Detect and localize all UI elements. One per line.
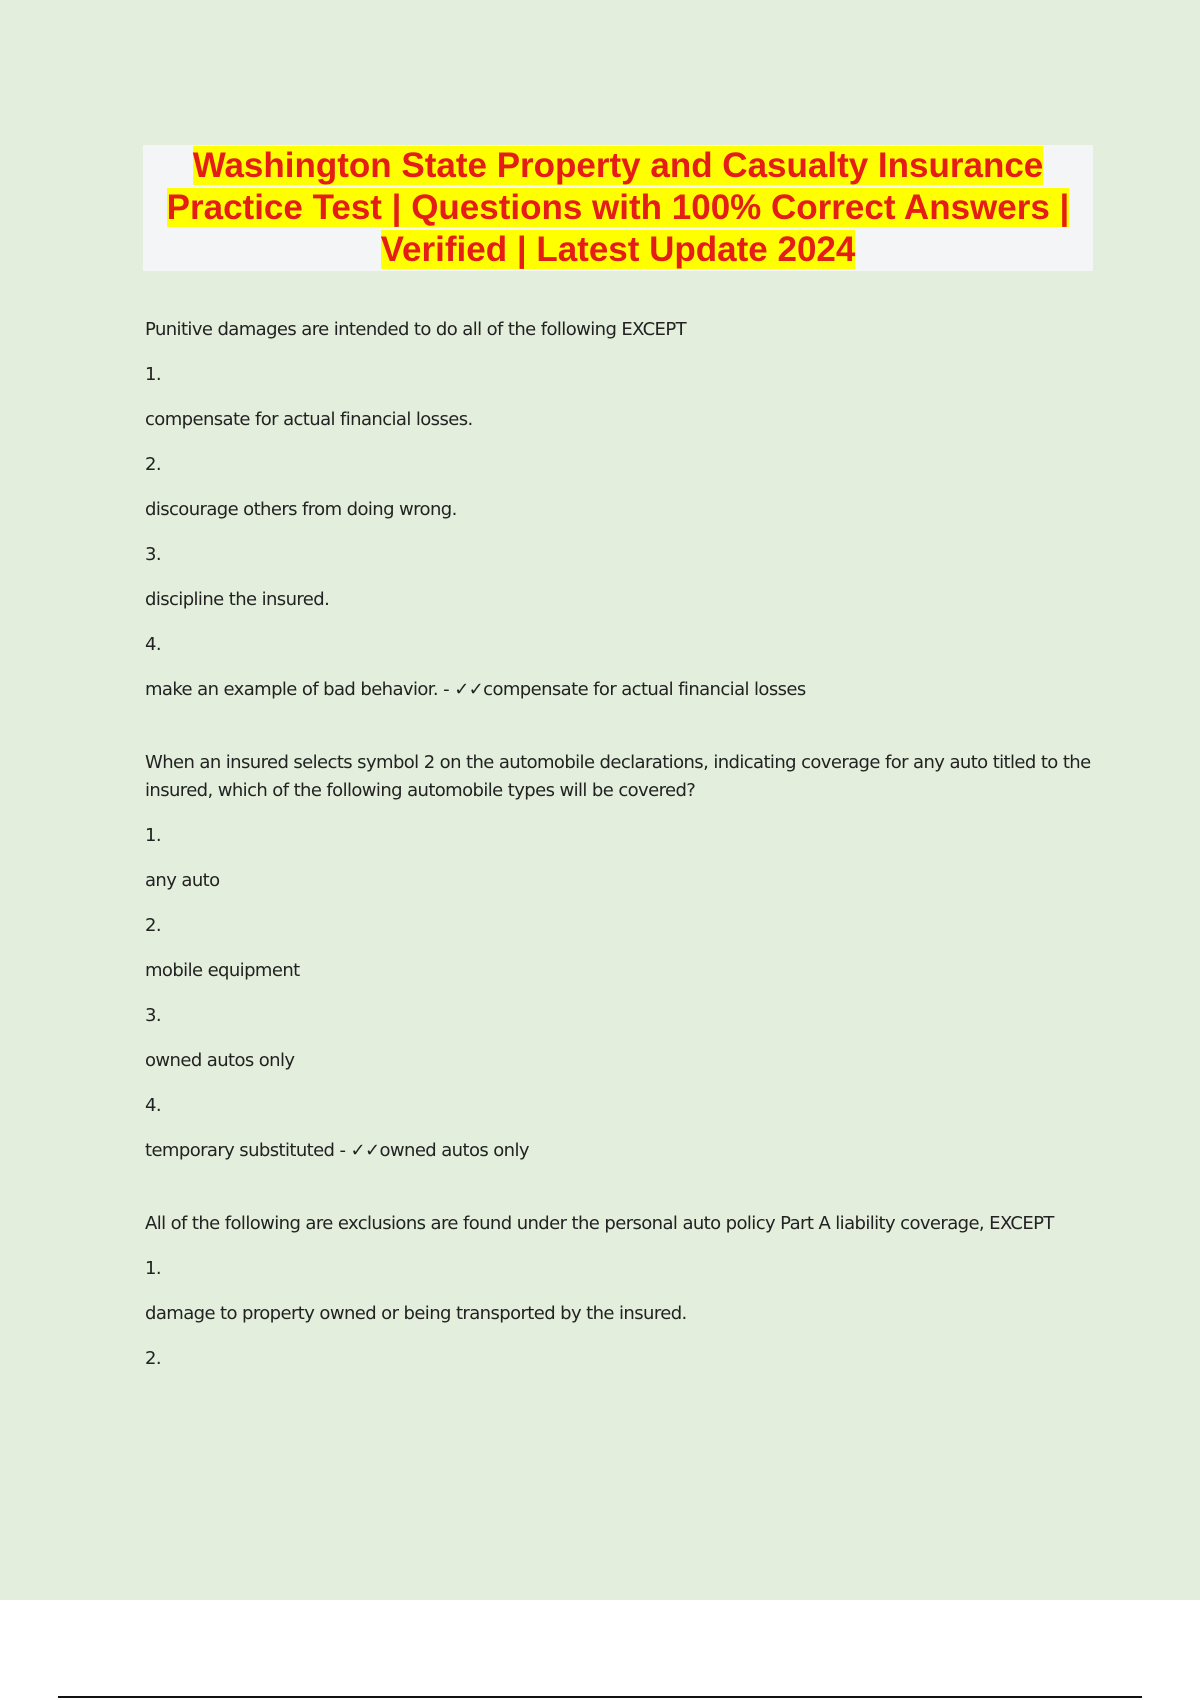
- question-block: [145, 1210, 1095, 1373]
- option-text: owned autos only: [145, 1050, 295, 1071]
- question-text: All of the following are exclusions are found under the personal auto policy Part A liability coverage, EXCEPT: [145, 1213, 1054, 1234]
- option-number: 1.: [145, 825, 161, 846]
- option-number: 4.: [145, 634, 161, 655]
- option-number: 3.: [145, 1005, 161, 1026]
- option-text: mobile equipment: [145, 960, 300, 981]
- option-number: 2.: [145, 1348, 161, 1369]
- option-number: 4.: [145, 1095, 161, 1116]
- option-text: damage to property owned or being transported by the insured.: [145, 1303, 687, 1324]
- document-title-box: [143, 145, 1093, 271]
- question-text: When an insured selects symbol 2 on the automobile declarations, indicating coverage for any auto titled to the insured, which of the following automobile types will be covered?: [145, 752, 1091, 801]
- question-block: [145, 749, 1095, 1165]
- questions-list: [145, 316, 1095, 1418]
- document-title: Washington State Property and Casualty Insurance Practice Test | Questions with 100% Correct Answers | Verified | Latest Update 2024: [166, 146, 1070, 269]
- option-number: 2.: [145, 454, 161, 475]
- option-text: discipline the insured.: [145, 589, 330, 610]
- option-number: 1.: [145, 364, 161, 385]
- option-text-with-answer: temporary substituted - ✓✓owned autos only: [145, 1140, 529, 1161]
- option-number: 3.: [145, 544, 161, 565]
- option-text: discourage others from doing wrong.: [145, 499, 457, 520]
- option-text: compensate for actual financial losses.: [145, 409, 473, 430]
- question-text: Punitive damages are intended to do all of the following EXCEPT: [145, 319, 686, 340]
- option-number: 1.: [145, 1258, 161, 1279]
- footer-divider: [58, 1696, 1142, 1698]
- question-block: [145, 316, 1095, 704]
- option-text: any auto: [145, 870, 220, 891]
- option-text-with-answer: make an example of bad behavior. - ✓✓compensate for actual financial losses: [145, 679, 806, 700]
- option-number: 2.: [145, 915, 161, 936]
